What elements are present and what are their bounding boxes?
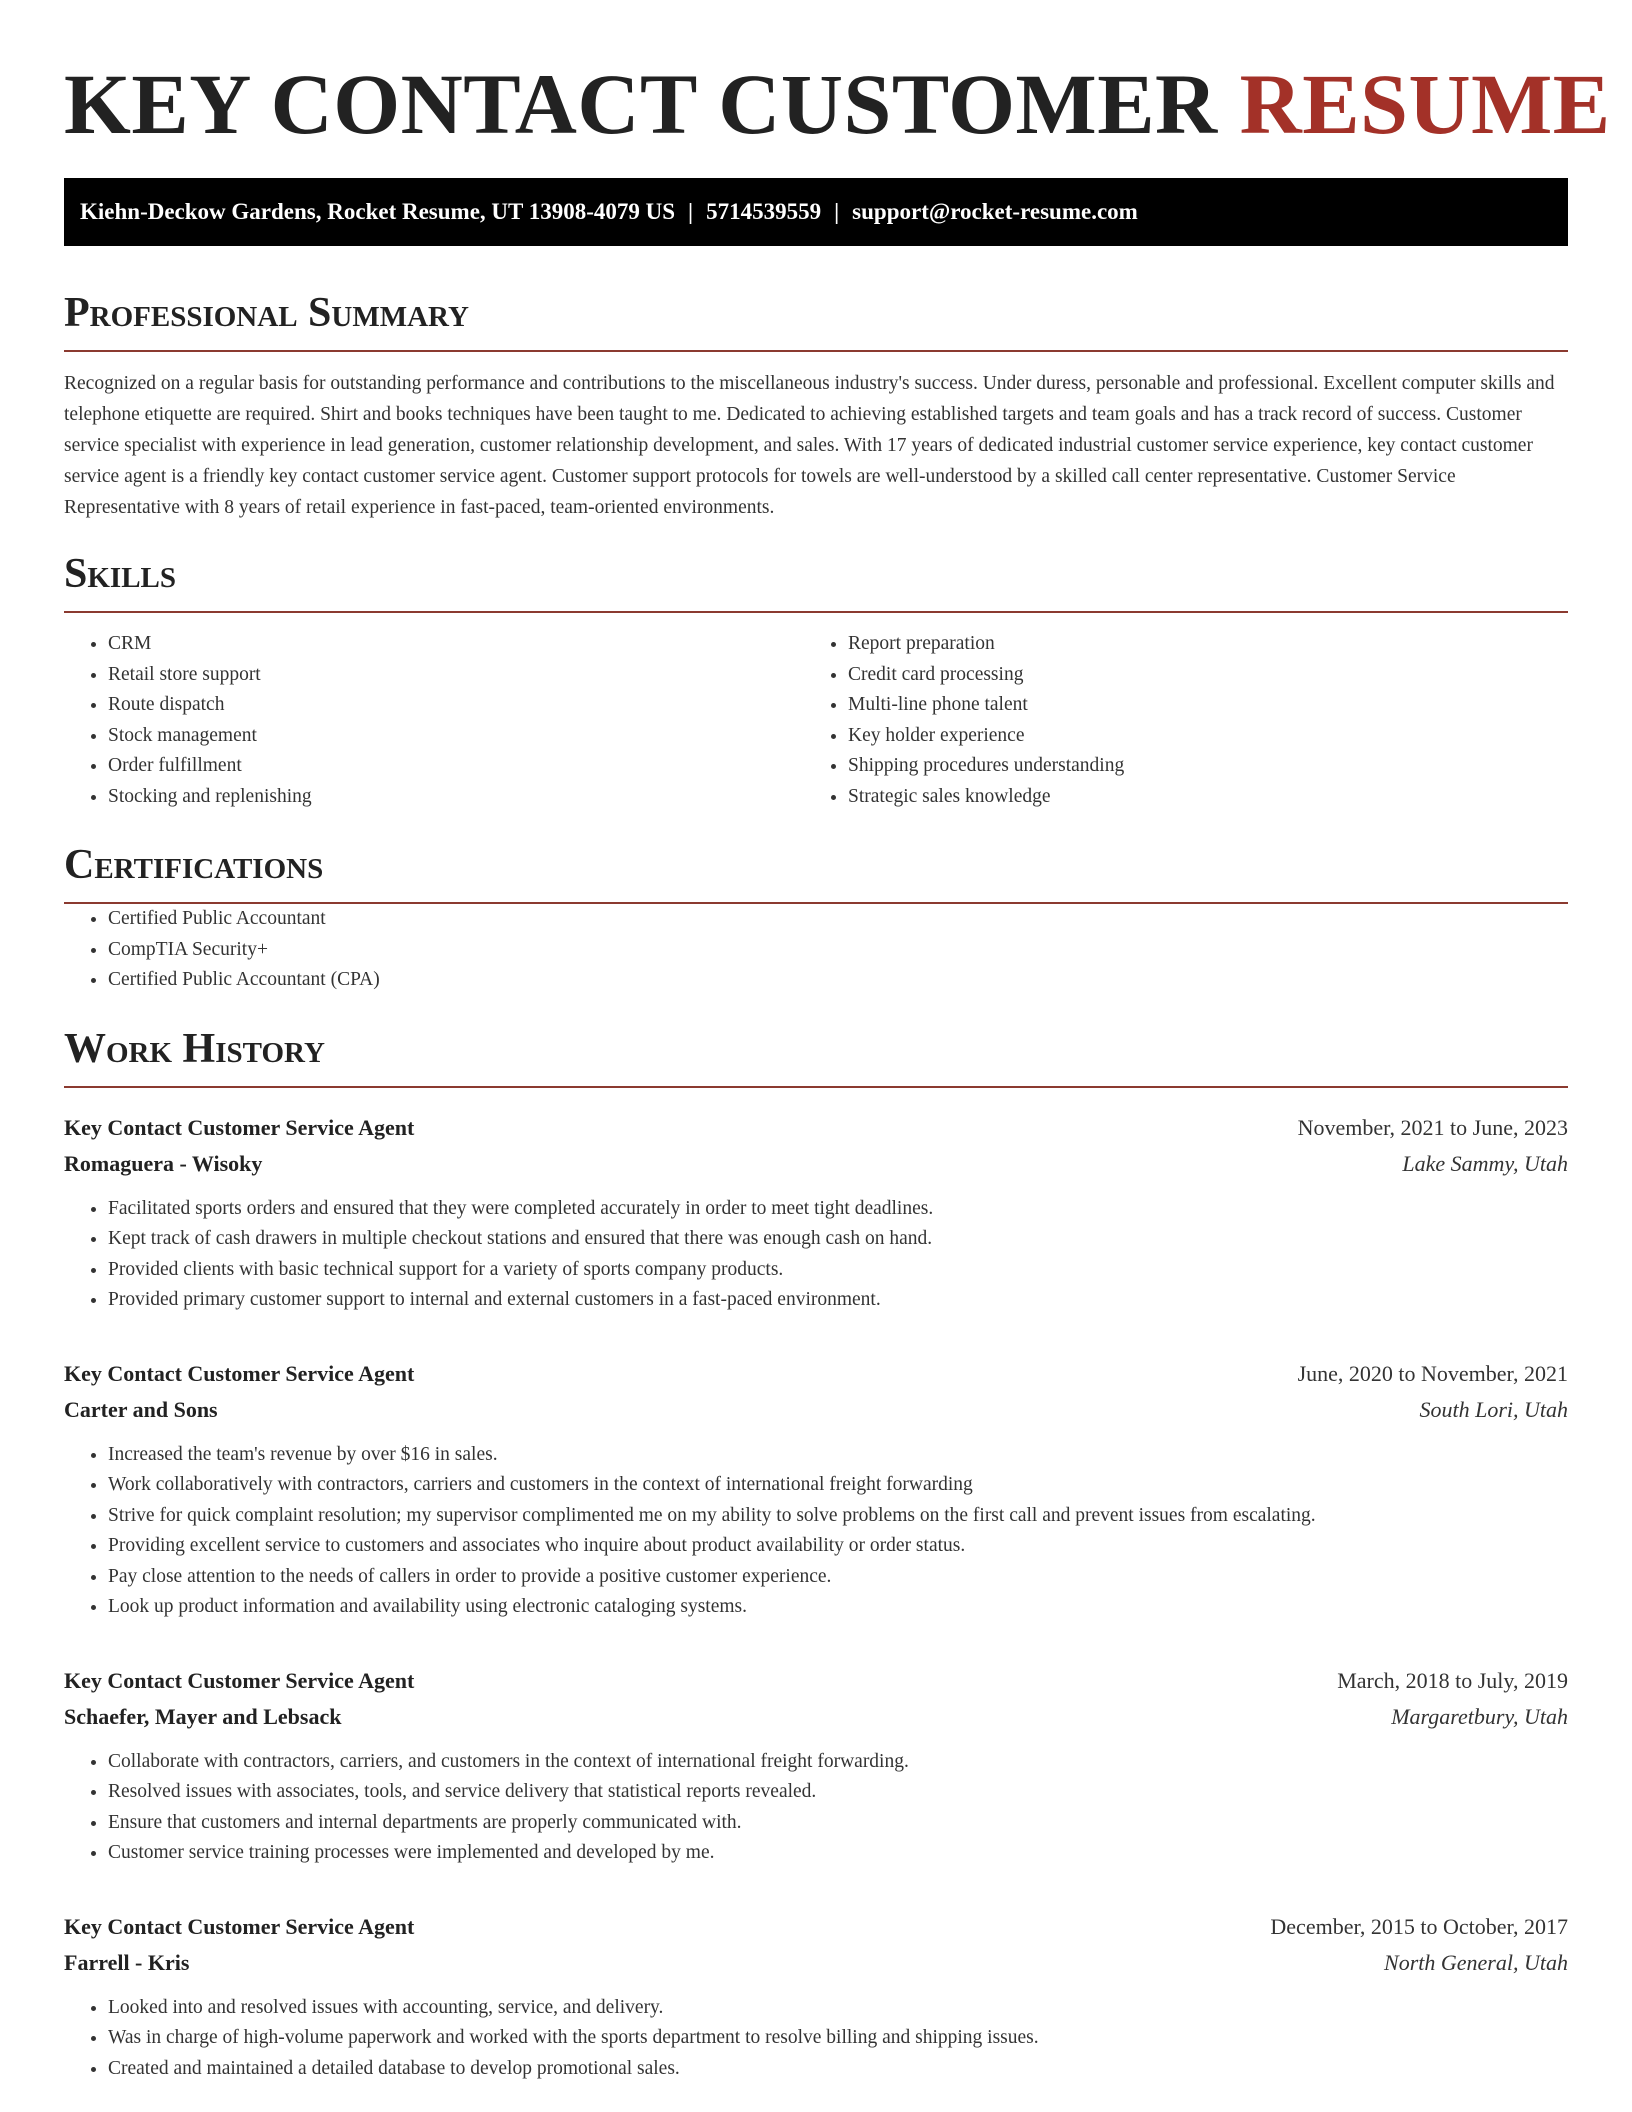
job-company-row: [64, 1945, 1568, 1981]
certifications-list: [64, 904, 1568, 996]
job-entry: [64, 1909, 1568, 2085]
job-company: Carter and Sons: [64, 1396, 218, 1422]
work-history-heading: Work History: [64, 1026, 1568, 1088]
job-entry: [64, 1356, 1568, 1623]
resume-title: [64, 56, 1611, 152]
skill-item: • Shipping procedures understanding: [848, 751, 1544, 782]
job-location: Margaretbury, Utah: [1391, 1703, 1568, 1729]
job-bullet: • Was in charge of high-volume paperwork and worked with the sports department to resolve billing and shipping issues.: [108, 2023, 1568, 2054]
title-accent: RESUME: [1239, 56, 1611, 152]
contact-separator: |: [688, 199, 694, 224]
job-bullets: [64, 1440, 1568, 1623]
job-bullet: • Strive for quick complaint resolution; my supervisor complimented me on my ability to solve problems on the first call and prevent issues from escalating.: [108, 1501, 1568, 1532]
job-bullet: • Looked into and resolved issues with accounting, service, and delivery.: [108, 1993, 1568, 2024]
skill-item: • Report preparation: [848, 629, 1544, 660]
summary-section: [64, 290, 1568, 523]
certification-item: • Certified Public Accountant (CPA): [108, 965, 1568, 996]
skill-item: • Multi-line phone talent: [848, 690, 1544, 721]
skill-item: • CRM: [108, 629, 804, 660]
skills-section: [64, 551, 1568, 812]
skills-column-left: [64, 629, 804, 812]
skill-item: • Credit card processing: [848, 660, 1544, 691]
certifications-section: [64, 842, 1568, 996]
job-title: Key Contact Customer Service Agent: [64, 1114, 415, 1140]
job-bullets: [64, 1747, 1568, 1869]
job-company: Farrell - Kris: [64, 1949, 190, 1975]
job-bullet: • Resolved issues with associates, tools, and service delivery that statistical reports revealed.: [108, 1777, 1568, 1808]
job-bullet: • Ensure that customers and internal departments are properly communicated with.: [108, 1808, 1568, 1839]
job-header-row: [64, 1356, 1568, 1392]
contact-phone[interactable]: 5714539559: [706, 199, 822, 224]
skills-heading: Skills: [64, 551, 1568, 613]
job-company-row: [64, 1146, 1568, 1182]
summary-heading: Professional Summary: [64, 290, 1568, 352]
jobs-container: [64, 1110, 1568, 2085]
job-bullet: • Customer service training processes were implemented and developed by me.: [108, 1838, 1568, 1869]
job-company-row: [64, 1392, 1568, 1428]
job-bullet: • Increased the team's revenue by over $16 in sales.: [108, 1440, 1568, 1471]
job-dates: June, 2020 to November, 2021: [1297, 1360, 1568, 1386]
certification-item: • Certified Public Accountant: [108, 904, 1568, 935]
job-header-row: [64, 1909, 1568, 1945]
skills-column-right: [804, 629, 1544, 812]
job-bullet: • Providing excellent service to customers and associates who inquire about product availability or order status.: [108, 1531, 1568, 1562]
job-bullet: • Kept track of cash drawers in multiple checkout stations and ensured that there was enough cash on hand.: [108, 1224, 1568, 1255]
job-dates: November, 2021 to June, 2023: [1297, 1114, 1568, 1140]
job-bullet: • Look up product information and availability using electronic cataloging systems.: [108, 1592, 1568, 1623]
skills-list-left: [64, 629, 804, 812]
job-bullets: [64, 1194, 1568, 1316]
skill-item: • Order fulfillment: [108, 751, 804, 782]
job-title: Key Contact Customer Service Agent: [64, 1360, 415, 1386]
skill-item: • Stock management: [108, 721, 804, 752]
job-bullet: • Pay close attention to the needs of callers in order to provide a positive customer experience.: [108, 1562, 1568, 1593]
job-bullet: • Work collaboratively with contractors, carriers and customers in the context of international freight forwarding: [108, 1470, 1568, 1501]
job-title: Key Contact Customer Service Agent: [64, 1913, 415, 1939]
contact-separator: |: [834, 199, 840, 224]
job-dates: March, 2018 to July, 2019: [1337, 1667, 1568, 1693]
work-history-section: [64, 1026, 1568, 2085]
job-bullet: • Collaborate with contractors, carriers, and customers in the context of international freight forwarding.: [108, 1747, 1568, 1778]
skill-item: • Retail store support: [108, 660, 804, 691]
job-bullet: • Provided clients with basic technical support for a variety of sports company products.: [108, 1255, 1568, 1286]
job-entry: [64, 1110, 1568, 1316]
job-dates: December, 2015 to October, 2017: [1270, 1913, 1568, 1939]
certification-item: • CompTIA Security+: [108, 935, 1568, 966]
job-bullet: • Facilitated sports orders and ensured that they were completed accurately in order to meet tight deadlines.: [108, 1194, 1568, 1225]
job-title: Key Contact Customer Service Agent: [64, 1667, 415, 1693]
job-bullet: • Created and maintained a detailed database to develop promotional sales.: [108, 2054, 1568, 2085]
job-header-row: [64, 1110, 1568, 1146]
job-company-row: [64, 1699, 1568, 1735]
job-company: Romaguera - Wisoky: [64, 1150, 263, 1176]
job-bullet: • Provided primary customer support to internal and external customers in a fast-paced environment.: [108, 1285, 1568, 1316]
job-company: Schaefer, Mayer and Lebsack: [64, 1703, 342, 1729]
job-bullets: [64, 1993, 1568, 2085]
resume-page: [64, 0, 1611, 2084]
job-location: North General, Utah: [1384, 1949, 1568, 1975]
contact-address: Kiehn-Deckow Gardens, Rocket Resume, UT 13908-4079 US: [80, 199, 676, 224]
skills-list-right: [804, 629, 1544, 812]
job-location: South Lori, Utah: [1419, 1396, 1568, 1422]
contact-email[interactable]: support@rocket-resume.com: [852, 199, 1138, 224]
summary-text: Recognized on a regular basis for outstanding performance and contributions to the miscellaneous industry's success. Under duress, personable and professional. Excellent computer skills and telephone etiquette are required. Shirt and books techniques have been taught to me. Dedicated to achieving established targets and team goals and has a track record of success. Customer service specialist with experience in lead generation, customer relationship development, and sales. With 17 years of dedicated industrial customer service experience, key contact customer service agent is a friendly key contact customer service agent. Customer support protocols for towels are well-understood by a skilled call center representative. Customer Service Representative with 8 years of retail experience in fast-paced, team-oriented environments.: [64, 373, 1555, 518]
job-location: Lake Sammy, Utah: [1402, 1150, 1568, 1176]
job-entry: [64, 1663, 1568, 1869]
job-header-row: [64, 1663, 1568, 1699]
title-main: KEY CONTACT CUSTOMER: [64, 56, 1218, 152]
contact-bar: [64, 178, 1568, 246]
skills-columns: [64, 629, 1568, 812]
skill-item: • Stocking and replenishing: [108, 782, 804, 813]
skill-item: • Route dispatch: [108, 690, 804, 721]
skill-item: • Strategic sales knowledge: [848, 782, 1544, 813]
certifications-heading: Certifications: [64, 842, 1568, 904]
skill-item: • Key holder experience: [848, 721, 1544, 752]
